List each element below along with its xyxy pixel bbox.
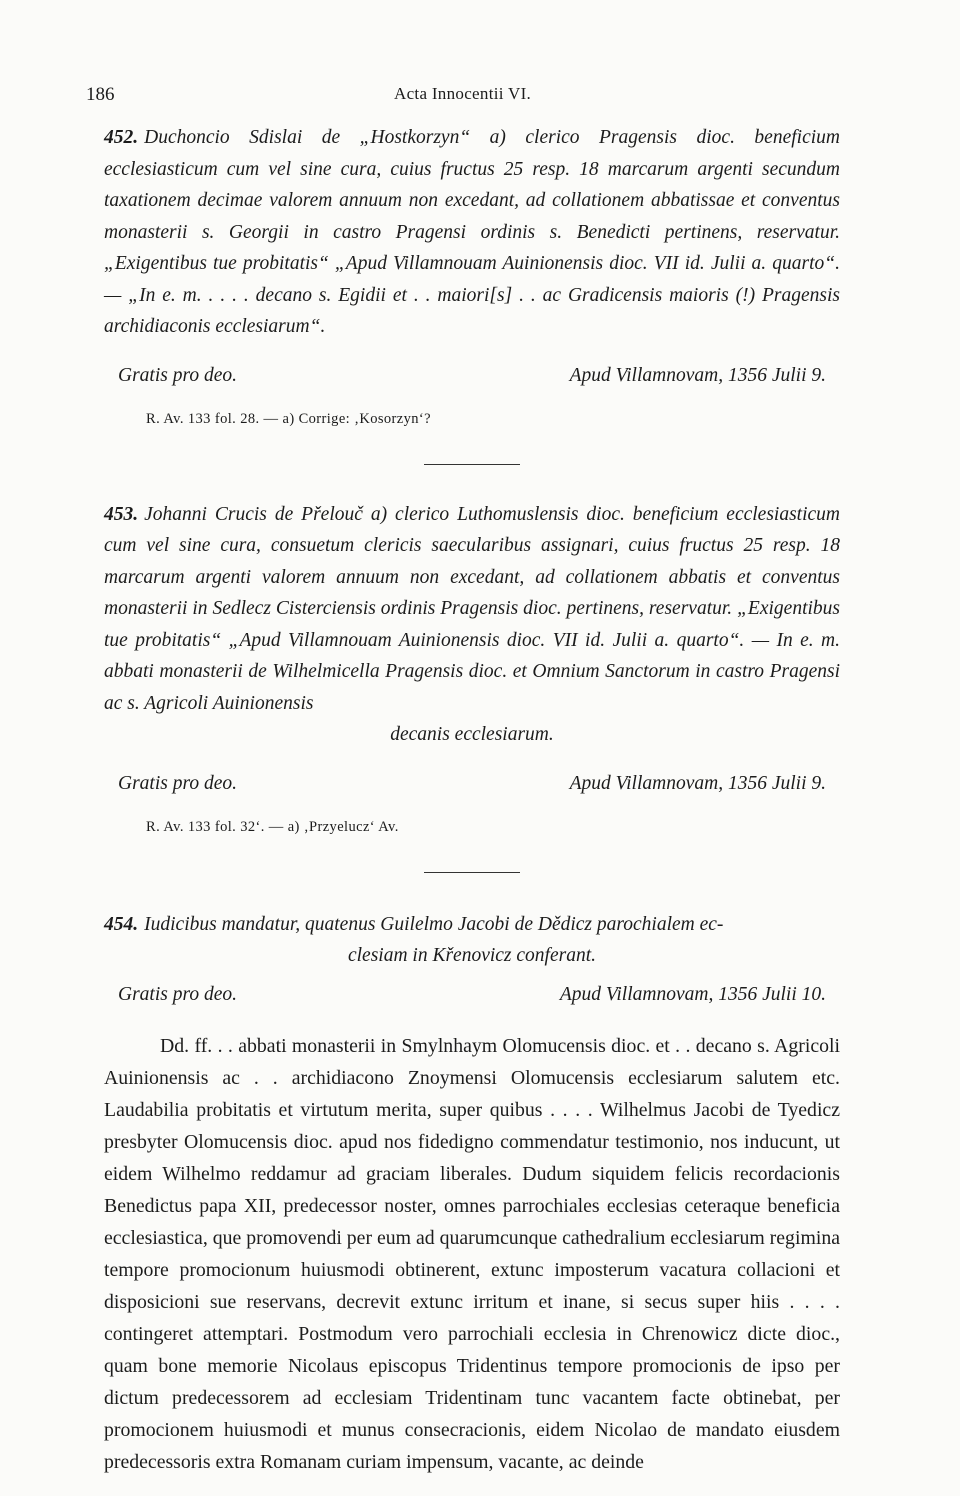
entry-number: 452. — [104, 127, 139, 148]
place-date: Apud Villamnovam, 1356 Julii 9. — [569, 364, 826, 386]
regest-text: Johanni Crucis de Přelouč a) clerico Luthomuslensis dioc. beneficium ecclesiasticum cum vel sine cura, consuetum clericis saecularibus assignari, cuius fructus 25 resp. 18 marcarum argenti valorem annuum non excedant, ad collationem abbatis et conventus monasterii in Sedlecz Cisterciensis ordinis Pragensis dioc. pertinens, reservatur. „Exigentibus tue probitatis“ „Apud Villamnouam Auinionensis dioc. VII id. Julii a. quarto“. — In e. m. abbati monasterii de Wilhelmicella Pragensis dioc. et Omnium Sanctorum in castro Pragensi ac s. Agricoli Auinionensis — [104, 503, 840, 714]
running-head — [86, 84, 840, 118]
running-title: Acta Innocentii VI. — [394, 84, 532, 103]
source-note: R. Av. 133 fol. 28. — a) Corrige: ‚Kosorzyn‘? — [146, 410, 431, 427]
page-number: 186 — [86, 84, 115, 105]
place-date: Apud Villamnovam, 1356 Julii 9. — [569, 772, 826, 794]
regest-final-line: decanis ecclesiarum. — [390, 724, 554, 745]
entry-number: 454. — [104, 913, 139, 935]
entry-452 — [104, 122, 840, 465]
entry-regest — [104, 499, 840, 751]
gratis-note: Gratis pro deo. — [118, 364, 237, 386]
section-divider — [424, 872, 520, 873]
entry-454 — [104, 909, 840, 1478]
entry-regest — [104, 122, 840, 343]
regest-text: Duchoncio Sdislai de „Hostkorzyn“ a) clerico Pragensis dioc. beneficium ecclesiasticum cum vel sine cura, cuius fructus 25 resp. 18 marcarum argenti secundum taxationem decimae valorem annuum non excedant, ad collationem abbatissae et conventus monasterii s. Georgii in castro Pragensi ordinis s. Benedicti pertinens, reservatur. „Exigentibus tue probitatis“ „Apud Villamnouam Auinionensis dioc. VII id. Julii a. quarto“. — „In e. m. . . . . decano s. Egidii et . . maiori[s] . . ac Gradicensis maioris (!) Pragensis archidiaconis ecclesiarum“. — [104, 127, 840, 337]
place-date: Apud Villamnovam, 1356 Julii 10. — [559, 983, 826, 1005]
entry-number: 453. — [104, 503, 139, 525]
document-page — [86, 84, 840, 1478]
entry-dateline — [118, 984, 826, 1006]
section-divider — [424, 464, 520, 465]
entry-dateline — [118, 773, 826, 795]
entry-dateline — [118, 365, 826, 387]
source-note: R. Av. 133 fol. 32‘. — a) ‚Przyelucz‘ Av. — [146, 818, 399, 835]
document-body-text: Dd. ff. . . abbati monasterii in Smylnhaym Olomucensis dioc. et . . decano s. Agricoli Auinionensis ac . . archidiacono Znoymensi Olomucensis ecclesiarum salutem etc. Laudabilia probitatis et virtutum merita, super quibus . . . . Wilhelmus Jacobi de Tyedicz presbyter Olomucensis dioc. apud nos fidedigno commendatur testimonio, nos inducunt, ut eidem Wilhelmo reddamur ad graciam liberales. Dudum siquidem felicis recordacionis Benedictus papa XII, predecessor noster, omnes parrochiales ecclesias ceteraque beneficia ecclesiastica, que promovendi per eum ad quarumcunque cathedralium ecclesiarum regimina tempore promocionum huiusmodi obtinerent, extunc imposterum vacatura collacioni et disposicioni sue reservans, decrevit extunc irritum et inane, si secus super hiis . . . . contingeret attemptari. Postmodum vero parrochiali ecclesia in Chrenowicz dicte dioc., quam bone memorie Nicolaus episcopus Tridentinus tempore promocionis de ipso per dictum predecessorem ad ecclesiam Tridentinam tunc vacantem facte obtinebat, per promocionem huiusmodi et munus consecracionis, eidem Nicolao de mandato eiusdem predecessoris extra Romanam curiam impensum, vacante, ac deinde — [104, 1034, 840, 1473]
gratis-note: Gratis pro deo. — [118, 772, 237, 794]
entry-regest — [104, 909, 840, 972]
regest-text: Iudicibus mandatur, quatenus Guilelmo Jacobi de Dědicz parochialem ec- — [144, 913, 724, 935]
regest-final-line: clesiam in Křenovicz conferant. — [347, 945, 597, 966]
entry-453 — [104, 499, 840, 873]
gratis-note: Gratis pro deo. — [118, 983, 237, 1005]
